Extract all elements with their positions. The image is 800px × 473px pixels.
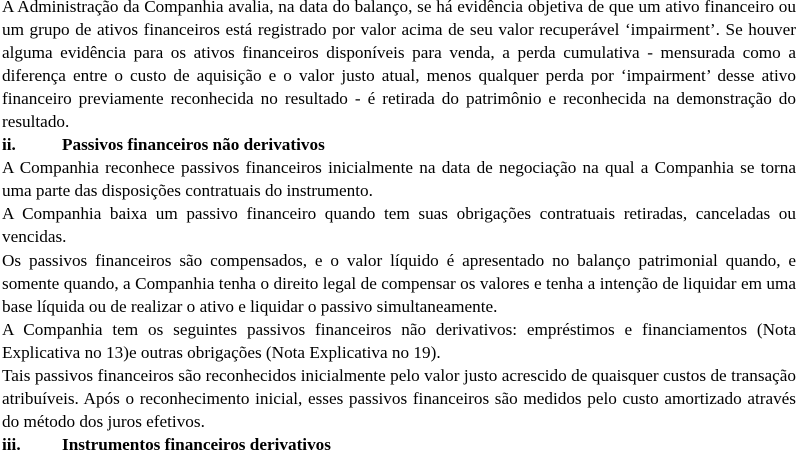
paragraph-reconhecimento: A Companhia reconhece passivos financeiros inicialmente na data de negociação na qual a Companhia se torna uma parte das disposições contratuais do instrumento. (2, 158, 796, 201)
document-page (2, 0, 796, 456)
paragraph-lista-passivos: A Companhia tem os seguintes passivos financeiros não derivativos: empréstimos e financiamentos (Nota Explicativa no 13)e outras obrigações (Nota Explicativa no 19). (2, 319, 796, 362)
section-title: Passivos financeiros não derivativos (62, 135, 325, 155)
section-heading-passivos (2, 133, 796, 156)
paragraph-compensacao: Os passivos financeiros são compensados, e o valor líquido é apresentado no balanço patrimonial quando, e somente quando, a Companhia tenha o direito legal de compensar os valores e tenha a intenção de liquidar em uma base líquida ou de realizar o ativo e liquidar o passivo simultaneamente. (2, 250, 796, 316)
paragraph-impairment: A Administração da Companhia avalia, na data do balanço, se há evidência objetiva de que um ativo financeiro ou um grupo de ativos financeiros está registrado por valor acima de seu valor recuperável ‘impairment’. Se houver alguma evidência para os ativos financeiros disponíveis para venda, a perda cumulativa - mensurada como a diferença entre o custo de aquisição e o valor justo atual, menos qualquer perda por ‘impairment’ desse ativo financeiro previamente reconhecida no resultado - é retirada do patrimônio e reconhecida na demonstração do resultado. (2, 0, 796, 132)
paragraph-baixa: A Companhia baixa um passivo financeiro quando tem suas obrigações contratuais retiradas, canceladas ou vencidas. (2, 204, 796, 247)
paragraph-mensuracao: Tais passivos financeiros são reconhecidos inicialmente pelo valor justo acrescido de quaisquer custos de transação atribuíveis. Após o reconhecimento inicial, esses passivos financeiros são medidos pelo custo amortizado através do método dos juros efetivos. (2, 365, 796, 431)
section-title: Instrumentos financeiros derivativos (62, 434, 331, 454)
section-heading-derivativos (2, 433, 796, 456)
section-number: iii. (2, 434, 21, 454)
section-number: ii. (2, 135, 16, 155)
